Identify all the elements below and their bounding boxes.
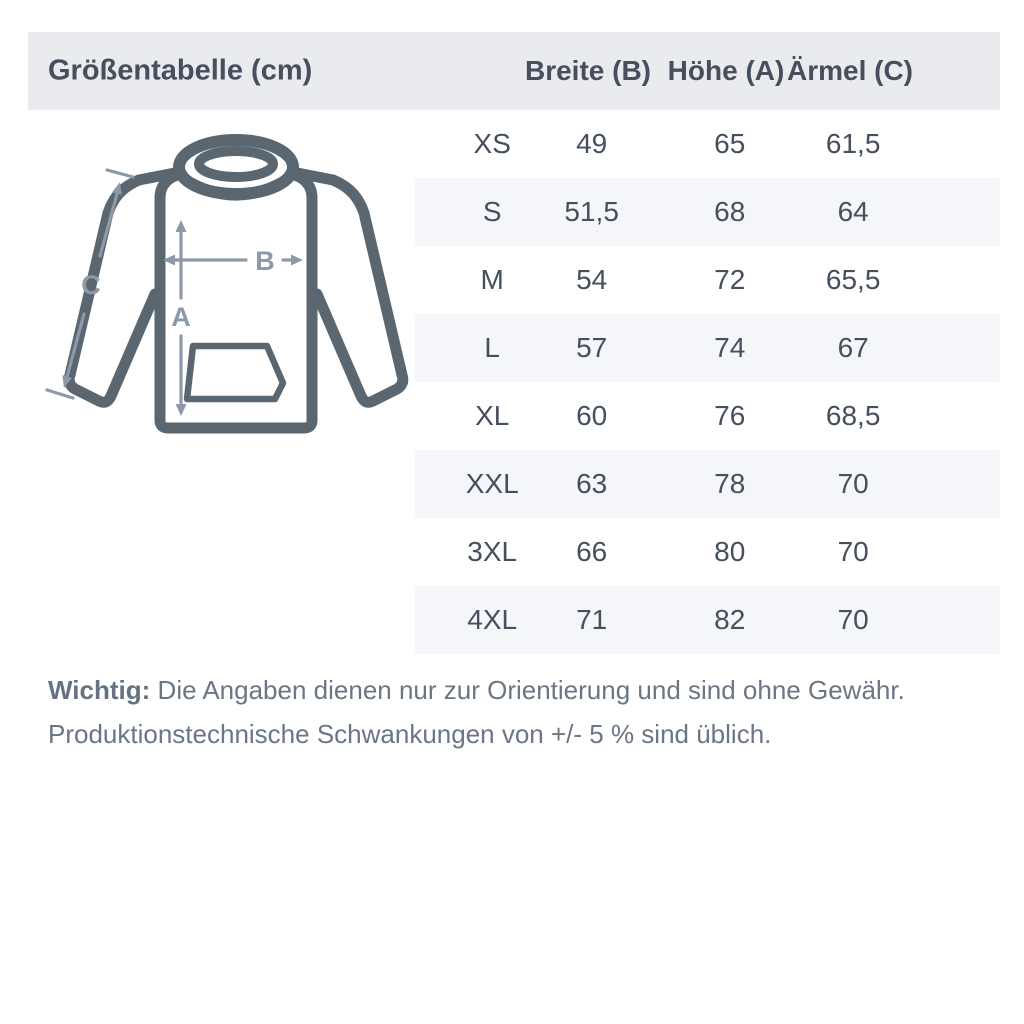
aermel-cell: 65,5	[825, 264, 881, 295]
hoehe-cell: 78	[714, 468, 746, 499]
aermel-cell: 61,5	[825, 128, 881, 159]
disclaimer-label: Wichtig:	[48, 675, 151, 705]
dimension-c-end-tick	[107, 170, 133, 177]
size-table	[415, 110, 1000, 654]
size-cell: S	[482, 196, 502, 227]
table-row	[415, 382, 1000, 450]
hoehe-cell: 72	[714, 264, 746, 295]
aermel-cell: 70	[837, 468, 869, 499]
size-cell: XXL	[465, 468, 519, 499]
dimension-label-c: C	[81, 270, 101, 300]
hoehe-cell: 80	[714, 536, 746, 567]
breite-cell: 57	[576, 332, 608, 363]
chart-title: Größentabelle (cm)	[48, 54, 313, 87]
column-header-hoehe: Höhe (A)	[667, 55, 785, 86]
table-row	[415, 586, 1000, 654]
table-row	[415, 178, 1000, 246]
hoodie-pocket	[187, 346, 283, 399]
aermel-cell: 70	[837, 604, 869, 635]
breite-cell: 63	[576, 468, 608, 499]
breite-cell: 51,5	[564, 196, 619, 227]
breite-cell: 54	[576, 264, 608, 295]
disclaimer-text-1: Die Angaben dienen nur zur Orientierung und sind ohne Gewähr.	[150, 675, 905, 705]
size-cell: M	[480, 264, 504, 295]
aermel-cell: 68,5	[825, 400, 881, 431]
hoehe-cell: 82	[714, 604, 746, 635]
hoodie-measurement-diagram	[40, 128, 420, 453]
table-header-band	[28, 32, 1000, 110]
hoehe-cell: 76	[714, 400, 746, 431]
column-header-breite: Breite (B)	[524, 55, 652, 86]
breite-cell: 49	[576, 128, 608, 159]
table-row	[415, 518, 1000, 586]
hoehe-cell: 68	[714, 196, 746, 227]
size-cell: 4XL	[467, 604, 518, 635]
breite-cell: 71	[576, 604, 608, 635]
table-row	[415, 246, 1000, 314]
disclaimer-line-2: Produktionstechnische Schwankungen von +/- 5 % sind üblich.	[48, 719, 772, 749]
breite-cell: 66	[576, 536, 608, 567]
hood-inner-ring	[199, 151, 273, 177]
size-cell: XS	[473, 128, 511, 159]
disclaimer-note	[48, 668, 978, 756]
dimension-label-b: B	[255, 246, 275, 276]
aermel-cell: 67	[837, 332, 869, 363]
table-row	[415, 314, 1000, 382]
size-cell: XL	[475, 400, 510, 431]
size-cell: L	[484, 332, 501, 363]
column-header-aermel: Ärmel (C)	[786, 55, 914, 86]
disclaimer-line-1	[48, 668, 978, 712]
hoehe-cell: 65	[714, 128, 746, 159]
table-row	[415, 450, 1000, 518]
aermel-cell: 64	[837, 196, 869, 227]
hoehe-cell: 74	[714, 332, 746, 363]
aermel-cell: 70	[837, 536, 869, 567]
breite-cell: 60	[576, 400, 608, 431]
size-cell: 3XL	[467, 536, 518, 567]
dimension-label-a: A	[171, 302, 191, 332]
table-row	[415, 110, 1000, 178]
